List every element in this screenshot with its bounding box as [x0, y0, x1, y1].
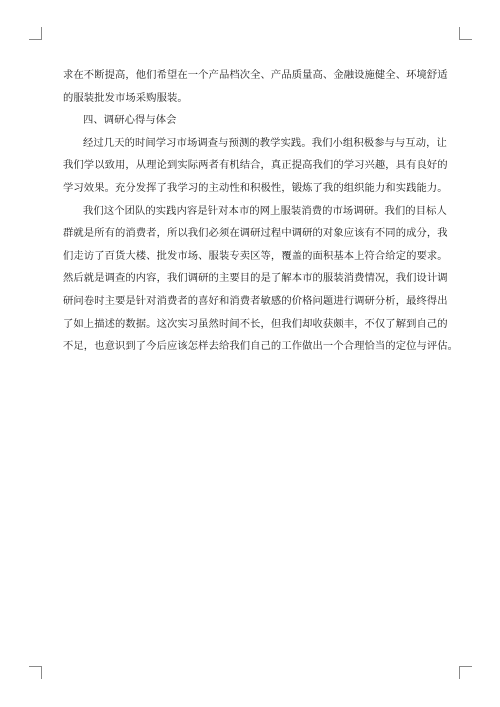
- crop-mark-bottom-left: [29, 666, 42, 679]
- paragraph-line: 了如上描述的数据。这次实习虽然时间不长，但我们却收获颇丰，不仅了解到自己的: [63, 317, 448, 330]
- paragraph-line: 们走访了百货大楼、批发市场、服装专卖区等，覆盖的面积基本上符合给定的要求。: [63, 249, 448, 262]
- paragraph-line: 不足，也意识到了今后应该怎样去给我们自己的工作做出一个合理恰当的定位与评估。: [63, 340, 459, 353]
- paragraph-line: 我们这个团队的实践内容是针对本市的网上服装消费的市场调研。我们的目标人: [83, 204, 447, 217]
- paragraph-line: 求在不断提高，他们希望在一个产品档次全、产品质量高、金融设施健全、环境舒适: [63, 69, 448, 81]
- section-heading: 四、调研心得与体会: [83, 114, 177, 127]
- crop-mark-top-left: [29, 27, 42, 40]
- crop-mark-top-right: [459, 27, 472, 40]
- document-body: [63, 64, 459, 358]
- paragraph-line: 学习效果。充分发挥了我学习的主动性和积极性，锻炼了我的组织能力和实践能力。: [63, 181, 448, 194]
- paragraph-line: 我们学以致用，从理论到实际两者有机结合，真正提高我们的学习兴趣，具有良好的: [63, 159, 448, 172]
- paragraph-line: 经过几天的时间学习市场调查与预测的教学实践。我们小组积极参与与互动，让: [83, 136, 447, 149]
- paragraph-line: 群就是所有的消费者，所以我们必须在调研过程中调研的对象应该有不同的成分，我: [63, 227, 448, 240]
- crop-mark-bottom-right: [459, 666, 472, 679]
- paragraph-line: 的服装批发市场采购服装。: [63, 91, 188, 104]
- paragraph-line: 研问卷时主要是针对消费者的喜好和消费者敏感的价格问题进行调研分析，最终得出: [63, 294, 448, 307]
- paragraph-line: 然后就是调查的内容，我们调研的主要目的是了解本市的服装消费情况，我们设计调: [63, 272, 448, 285]
